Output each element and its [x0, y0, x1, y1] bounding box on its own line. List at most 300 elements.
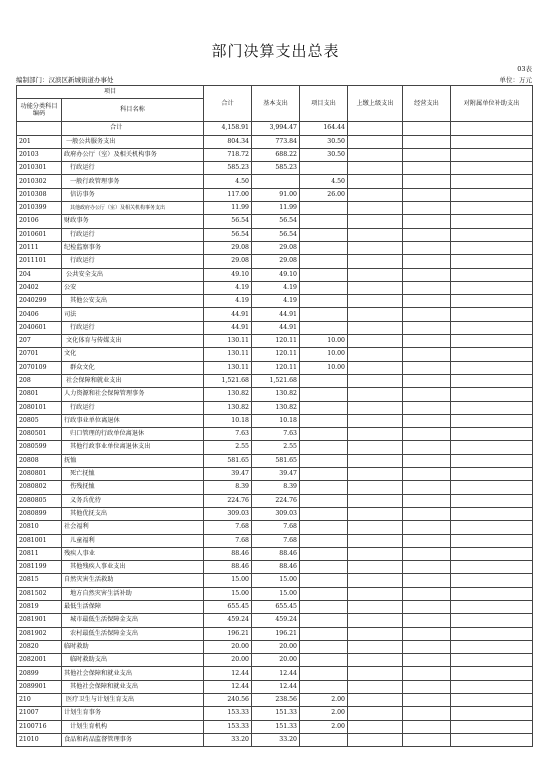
table-row — [17, 428, 533, 441]
subsidy-cell — [451, 162, 533, 175]
subsidy-cell — [451, 215, 533, 228]
table-row — [17, 228, 533, 241]
subsidy-cell — [451, 640, 533, 653]
subsidy-cell — [451, 600, 533, 613]
code-cell: 2010308 — [17, 188, 62, 201]
basic-cell: 130.82 — [252, 388, 300, 401]
project-cell — [300, 627, 348, 640]
total-cell: 20.00 — [204, 654, 252, 667]
name-cell: 文化 — [62, 348, 204, 361]
code-cell: 2081001 — [17, 534, 62, 547]
upper-cell — [348, 614, 403, 627]
business-cell — [403, 614, 451, 627]
upper-cell — [348, 188, 403, 201]
name-header: 科目名称 — [62, 99, 204, 122]
basic-cell: 309.03 — [252, 507, 300, 520]
upper-cell — [348, 534, 403, 547]
subsidy-cell — [451, 135, 533, 148]
upper-cell — [348, 561, 403, 574]
table-row — [17, 733, 533, 746]
currency-label: 单位：万元 — [499, 76, 532, 84]
name-cell: 其他公安支出 — [62, 295, 204, 308]
name-cell: 群众文化 — [62, 361, 204, 374]
basic-cell: 56.54 — [252, 215, 300, 228]
business-cell — [403, 135, 451, 148]
table-row — [17, 640, 533, 653]
total-cell: 49.10 — [204, 268, 252, 281]
total-cell: 4.50 — [204, 175, 252, 188]
total-cell: 7.63 — [204, 428, 252, 441]
table-row — [17, 468, 533, 481]
code-cell: 2080802 — [17, 481, 62, 494]
table-row — [17, 321, 533, 334]
business-cell — [403, 241, 451, 254]
basic-cell: 88.46 — [252, 561, 300, 574]
business-cell — [403, 600, 451, 613]
subsidy-cell — [451, 348, 533, 361]
name-cell: 政府办公厅（室）及相关机构事务 — [62, 148, 204, 161]
project-cell: 30.50 — [300, 148, 348, 161]
code-cell: 2040299 — [17, 295, 62, 308]
subsidy-cell — [451, 295, 533, 308]
total-cell: 309.03 — [204, 507, 252, 520]
name-cell: 其他政府办公厅（室）及相关机构事务支出 — [62, 202, 204, 215]
name-cell: 行政运行 — [62, 401, 204, 414]
business-cell — [403, 148, 451, 161]
project-cell — [300, 547, 348, 560]
basic-cell: 224.76 — [252, 494, 300, 507]
name-cell: 司法 — [62, 308, 204, 321]
total-cell: 44.91 — [204, 308, 252, 321]
name-cell: 行政运行 — [62, 228, 204, 241]
basic-cell: 459.24 — [252, 614, 300, 627]
subsidy-cell — [451, 255, 533, 268]
basic-cell: 7.68 — [252, 521, 300, 534]
table-row — [17, 414, 533, 427]
code-cell: 2089901 — [17, 680, 62, 693]
project-cell — [300, 428, 348, 441]
name-cell: 计划生育机构 — [62, 720, 204, 733]
name-cell: 城市最低生活保障金支出 — [62, 614, 204, 627]
business-cell — [403, 454, 451, 467]
basic-cell: 120.11 — [252, 361, 300, 374]
total-cell: 56.54 — [204, 228, 252, 241]
project-cell — [300, 640, 348, 653]
project-cell — [300, 295, 348, 308]
upper-cell — [348, 481, 403, 494]
business-cell — [403, 707, 451, 720]
basic-cell: 773.84 — [252, 135, 300, 148]
total-cell: 153.33 — [204, 720, 252, 733]
code-cell: 207 — [17, 335, 62, 348]
project-cell: 4.50 — [300, 175, 348, 188]
table-row — [17, 680, 533, 693]
table-row — [17, 335, 533, 348]
name-cell: 其他残疾人事业支出 — [62, 561, 204, 574]
project-cell: 10.00 — [300, 361, 348, 374]
total-cell: 130.82 — [204, 401, 252, 414]
table-row — [17, 587, 533, 600]
total-cell: 130.11 — [204, 348, 252, 361]
project-cell — [300, 162, 348, 175]
subsidy-cell — [451, 627, 533, 640]
upper-cell — [348, 215, 403, 228]
name-cell: 其他优抚支出 — [62, 507, 204, 520]
subsidy-cell — [451, 361, 533, 374]
upper-cell — [348, 507, 403, 520]
name-cell: 食品和药品监督管理事务 — [62, 733, 204, 746]
code-cell: 20805 — [17, 414, 62, 427]
project-cell — [300, 561, 348, 574]
business-cell — [403, 521, 451, 534]
upper-cell — [348, 281, 403, 294]
upper-cell — [348, 241, 403, 254]
subsidy-cell — [451, 321, 533, 334]
upper-cell — [348, 122, 403, 135]
upper-cell — [348, 694, 403, 707]
total-cell: 8.39 — [204, 481, 252, 494]
total-cell: 4.19 — [204, 281, 252, 294]
code-cell: 204 — [17, 268, 62, 281]
form-number: 03表 — [517, 65, 532, 73]
upper-cell — [348, 733, 403, 746]
business-cell — [403, 215, 451, 228]
project-cell: 164.44 — [300, 122, 348, 135]
basic-cell: 11.99 — [252, 202, 300, 215]
total-cell: 15.00 — [204, 587, 252, 600]
total-cell: 12.44 — [204, 680, 252, 693]
upper-cell — [348, 414, 403, 427]
subsidy-cell — [451, 521, 533, 534]
business-cell — [403, 175, 451, 188]
upper-cell — [348, 202, 403, 215]
table-row — [17, 494, 533, 507]
business-header: 经营支出 — [403, 86, 451, 122]
subsidy-cell — [451, 122, 533, 135]
subsidy-cell — [451, 707, 533, 720]
subsidy-cell — [451, 148, 533, 161]
total-cell: 117.00 — [204, 188, 252, 201]
table-row — [17, 175, 533, 188]
code-cell: 2100716 — [17, 720, 62, 733]
code-cell: 20701 — [17, 348, 62, 361]
project-cell — [300, 521, 348, 534]
total-cell: 130.11 — [204, 361, 252, 374]
total-cell: 2.55 — [204, 441, 252, 454]
name-cell: 其他社会保障和就业支出 — [62, 680, 204, 693]
code-cell: 20808 — [17, 454, 62, 467]
code-cell: 20811 — [17, 547, 62, 560]
basic-cell: 12.44 — [252, 667, 300, 680]
code-cell: 20819 — [17, 600, 62, 613]
table-row — [17, 162, 533, 175]
total-cell: 718.72 — [204, 148, 252, 161]
code-cell: 20402 — [17, 281, 62, 294]
code-cell: 20810 — [17, 521, 62, 534]
name-cell: 临时救助 — [62, 640, 204, 653]
code-cell: 2081902 — [17, 627, 62, 640]
name-cell: 文化体育与传媒支出 — [62, 335, 204, 348]
name-cell: 儿童福利 — [62, 534, 204, 547]
project-cell — [300, 268, 348, 281]
project-cell — [300, 733, 348, 746]
total-cell: 804.34 — [204, 135, 252, 148]
table-row — [17, 135, 533, 148]
table-row — [17, 627, 533, 640]
name-cell: 地方自然灾害生活补助 — [62, 587, 204, 600]
total-cell: 4.19 — [204, 295, 252, 308]
business-cell — [403, 428, 451, 441]
upper-cell — [348, 468, 403, 481]
business-cell — [403, 255, 451, 268]
business-cell — [403, 494, 451, 507]
business-cell — [403, 574, 451, 587]
name-cell: 行政运行 — [62, 162, 204, 175]
table-row — [17, 694, 533, 707]
name-cell: 计划生育事务 — [62, 707, 204, 720]
business-cell — [403, 627, 451, 640]
upper-cell — [348, 454, 403, 467]
upper-cell — [348, 162, 403, 175]
table-row — [17, 707, 533, 720]
subsidy-cell — [451, 654, 533, 667]
code-cell: 2080805 — [17, 494, 62, 507]
code-cell — [17, 122, 62, 135]
basic-cell: 3,994.47 — [252, 122, 300, 135]
business-cell — [403, 694, 451, 707]
table-row — [17, 534, 533, 547]
business-cell — [403, 268, 451, 281]
name-cell: 公安 — [62, 281, 204, 294]
business-cell — [403, 202, 451, 215]
upper-cell — [348, 428, 403, 441]
business-cell — [403, 401, 451, 414]
subsidy-cell — [451, 547, 533, 560]
subsidy-cell — [451, 561, 533, 574]
code-cell: 2040601 — [17, 321, 62, 334]
basic-cell: 581.65 — [252, 454, 300, 467]
project-cell — [300, 614, 348, 627]
basic-cell: 15.00 — [252, 574, 300, 587]
upper-cell — [348, 494, 403, 507]
basic-cell: 20.00 — [252, 640, 300, 653]
table-row — [17, 614, 533, 627]
subsidy-cell — [451, 175, 533, 188]
code-cell: 2080801 — [17, 468, 62, 481]
basic-cell: 49.10 — [252, 268, 300, 281]
name-cell: 归口管理的行政单位离退休 — [62, 428, 204, 441]
code-cell: 208 — [17, 374, 62, 387]
code-cell: 20815 — [17, 574, 62, 587]
total-cell: 39.47 — [204, 468, 252, 481]
table-row — [17, 507, 533, 520]
table-row — [17, 600, 533, 613]
project-cell — [300, 374, 348, 387]
project-cell — [300, 600, 348, 613]
project-cell — [300, 308, 348, 321]
code-cell: 20406 — [17, 308, 62, 321]
page-title: 部门决算支出总表 — [211, 42, 340, 60]
name-cell: 死亡抚恤 — [62, 468, 204, 481]
table-row — [17, 667, 533, 680]
basic-cell: 44.91 — [252, 308, 300, 321]
total-cell: 585.23 — [204, 162, 252, 175]
code-cell: 20111 — [17, 241, 62, 254]
name-cell: 最低生活保障 — [62, 600, 204, 613]
basic-cell: 151.33 — [252, 707, 300, 720]
table-row — [17, 348, 533, 361]
project-cell — [300, 255, 348, 268]
code-cell: 2081502 — [17, 587, 62, 600]
table-row — [17, 454, 533, 467]
business-cell — [403, 587, 451, 600]
table-row — [17, 308, 533, 321]
basic-cell: 4.19 — [252, 295, 300, 308]
project-cell — [300, 441, 348, 454]
basic-cell: 120.11 — [252, 335, 300, 348]
basic-cell: 196.21 — [252, 627, 300, 640]
project-cell — [300, 574, 348, 587]
name-cell: 合计 — [62, 122, 204, 135]
total-cell: 29.08 — [204, 255, 252, 268]
table-row — [17, 547, 533, 560]
business-cell — [403, 348, 451, 361]
business-cell — [403, 388, 451, 401]
upper-cell — [348, 228, 403, 241]
project-cell: 10.00 — [300, 335, 348, 348]
name-cell: 一般行政管理事务 — [62, 175, 204, 188]
name-cell: 公共安全支出 — [62, 268, 204, 281]
project-cell — [300, 215, 348, 228]
code-cell: 20820 — [17, 640, 62, 653]
code-cell: 20103 — [17, 148, 62, 161]
business-cell — [403, 228, 451, 241]
table-row — [17, 654, 533, 667]
business-cell — [403, 361, 451, 374]
project-cell — [300, 228, 348, 241]
basic-cell: 29.08 — [252, 241, 300, 254]
table-row — [17, 268, 533, 281]
code-cell: 2080501 — [17, 428, 62, 441]
subsidy-cell — [451, 241, 533, 254]
basic-cell: 12.44 — [252, 680, 300, 693]
project-cell — [300, 654, 348, 667]
upper-cell — [348, 308, 403, 321]
project-cell: 2.00 — [300, 694, 348, 707]
table-row — [17, 122, 533, 135]
code-cell: 2011101 — [17, 255, 62, 268]
business-cell — [403, 733, 451, 746]
name-cell: 伤残抚恤 — [62, 481, 204, 494]
upper-cell — [348, 574, 403, 587]
code-cell: 2080599 — [17, 441, 62, 454]
basic-header: 基本支出 — [252, 86, 300, 122]
total-cell: 88.46 — [204, 547, 252, 560]
subsidy-cell — [451, 374, 533, 387]
unit-label: 编制部门：汉滨区新城街道办事处 — [16, 76, 114, 84]
project-cell — [300, 680, 348, 693]
name-cell: 农村最低生活保障金支出 — [62, 627, 204, 640]
code-cell: 2080899 — [17, 507, 62, 520]
business-cell — [403, 680, 451, 693]
upper-cell — [348, 175, 403, 188]
total-cell: 29.08 — [204, 241, 252, 254]
code-cell: 21010 — [17, 733, 62, 746]
name-cell: 行政运行 — [62, 255, 204, 268]
basic-cell: 688.22 — [252, 148, 300, 161]
total-cell: 196.21 — [204, 627, 252, 640]
project-cell — [300, 667, 348, 680]
total-cell: 153.33 — [204, 707, 252, 720]
upper-cell — [348, 135, 403, 148]
code-cell: 20899 — [17, 667, 62, 680]
project-cell — [300, 481, 348, 494]
business-cell — [403, 561, 451, 574]
upper-cell — [348, 441, 403, 454]
project-cell — [300, 202, 348, 215]
basic-cell: 120.11 — [252, 348, 300, 361]
total-cell: 44.91 — [204, 321, 252, 334]
total-cell: 130.82 — [204, 388, 252, 401]
upper-cell — [348, 295, 403, 308]
total-cell: 240.56 — [204, 694, 252, 707]
subsidy-cell — [451, 454, 533, 467]
basic-cell: 56.54 — [252, 228, 300, 241]
business-cell — [403, 414, 451, 427]
project-cell — [300, 414, 348, 427]
subsidy-cell — [451, 733, 533, 746]
basic-cell: 655.45 — [252, 600, 300, 613]
business-cell — [403, 188, 451, 201]
business-cell — [403, 507, 451, 520]
table-row — [17, 574, 533, 587]
business-cell — [403, 468, 451, 481]
business-cell — [403, 547, 451, 560]
table-row — [17, 401, 533, 414]
subsidy-cell — [451, 335, 533, 348]
name-cell: 其他行政事业单位离退休支出 — [62, 441, 204, 454]
business-cell — [403, 321, 451, 334]
subsidy-cell — [451, 507, 533, 520]
total-cell: 1,521.68 — [204, 374, 252, 387]
subsidy-cell — [451, 574, 533, 587]
code-cell: 20106 — [17, 215, 62, 228]
upper-cell — [348, 720, 403, 733]
upper-cell — [348, 374, 403, 387]
business-cell — [403, 162, 451, 175]
name-cell: 社会福利 — [62, 521, 204, 534]
project-cell — [300, 401, 348, 414]
project-cell — [300, 454, 348, 467]
total-cell: 655.45 — [204, 600, 252, 613]
table-row — [17, 388, 533, 401]
code-cell: 20801 — [17, 388, 62, 401]
business-cell — [403, 534, 451, 547]
name-cell: 纪检监察事务 — [62, 241, 204, 254]
total-cell: 7.68 — [204, 534, 252, 547]
total-cell: 11.99 — [204, 202, 252, 215]
total-cell: 12.44 — [204, 667, 252, 680]
table-row — [17, 441, 533, 454]
total-cell: 20.00 — [204, 640, 252, 653]
subsidy-cell — [451, 680, 533, 693]
subsidy-cell — [451, 228, 533, 241]
project-cell — [300, 241, 348, 254]
code-cell: 2010302 — [17, 175, 62, 188]
subsidy-cell — [451, 428, 533, 441]
basic-cell: 4.19 — [252, 281, 300, 294]
name-cell: 义务兵优待 — [62, 494, 204, 507]
